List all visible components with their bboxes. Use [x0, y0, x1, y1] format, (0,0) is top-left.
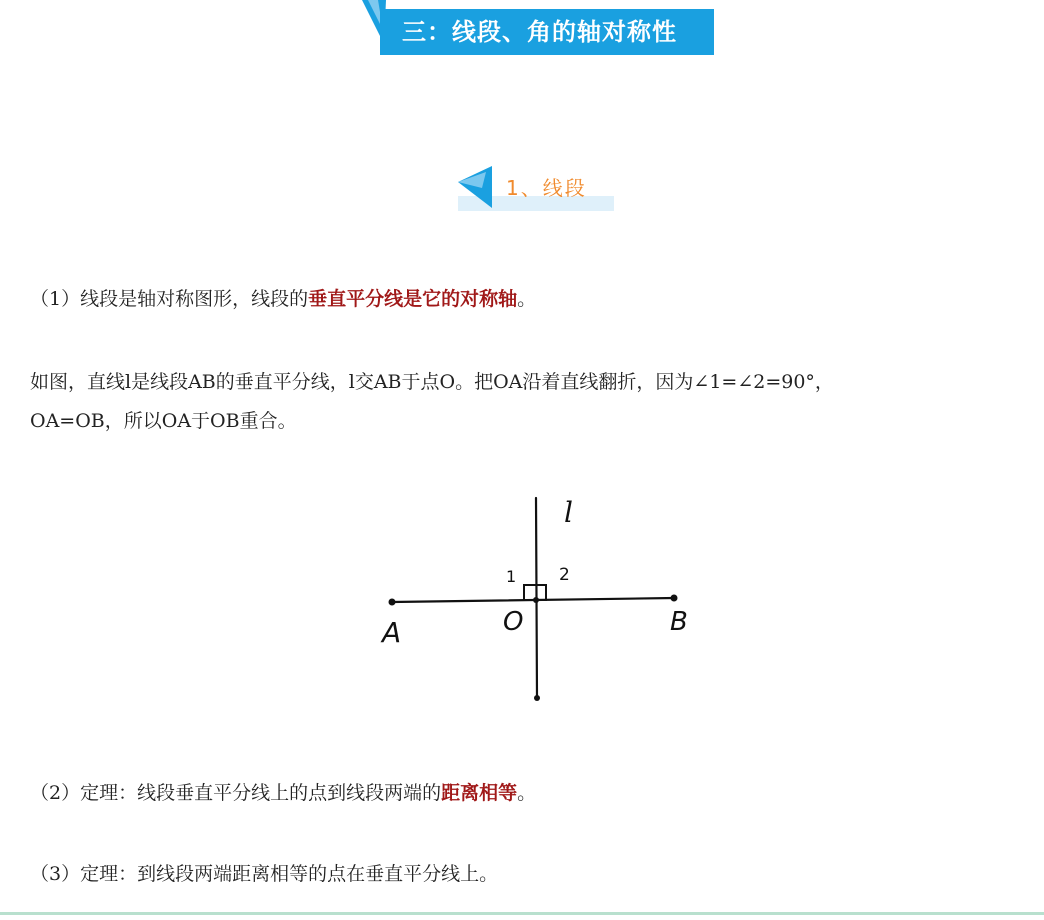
paragraph-3-emphasis: 距离相等 [441, 782, 518, 804]
section-title: 三：线段、角的轴对称性 [380, 9, 714, 55]
paragraph-1-text: （1）线段是轴对称图形，线段的 [30, 288, 309, 310]
paragraph-1 [30, 282, 536, 316]
point-a-dot [389, 599, 396, 606]
label-line-l: l [564, 496, 573, 529]
paragraph-2-line-1: 如图，直线l是线段AB的垂直平分线，l交AB于点O。把OA沿着直线翻折，因为∠1=∠2=90°， [30, 371, 834, 393]
subsection-title: 1、线段 [506, 176, 587, 200]
paragraph-2-line-2: OA=OB，所以OA于OB重合。 [30, 410, 297, 432]
paragraph-1-emphasis: 垂直平分线是它的对称轴 [308, 288, 518, 310]
paragraph-3-end: 。 [517, 782, 537, 804]
label-angle-1: 1 [506, 567, 517, 586]
label-point-a: A [382, 616, 402, 649]
line-end-dot [534, 695, 540, 701]
perpendicular-bisector-figure [360, 488, 740, 713]
label-point-b: B [670, 607, 688, 637]
paragraph-1-end: 。 [517, 288, 537, 310]
subsection-heading [456, 166, 626, 214]
point-b-dot [671, 595, 678, 602]
section-banner [362, 0, 722, 60]
label-angle-2: 2 [559, 565, 570, 585]
label-point-o: O [503, 607, 524, 637]
paragraph-3-text: （2）定理：线段垂直平分线上的点到线段两端的 [30, 782, 442, 804]
subsection-chevron-icon [456, 166, 496, 210]
bottom-divider [0, 912, 1044, 915]
paragraph-3 [30, 776, 536, 810]
paragraph-4: （3）定理：到线段两端距离相等的点在垂直平分线上。 [30, 863, 499, 885]
